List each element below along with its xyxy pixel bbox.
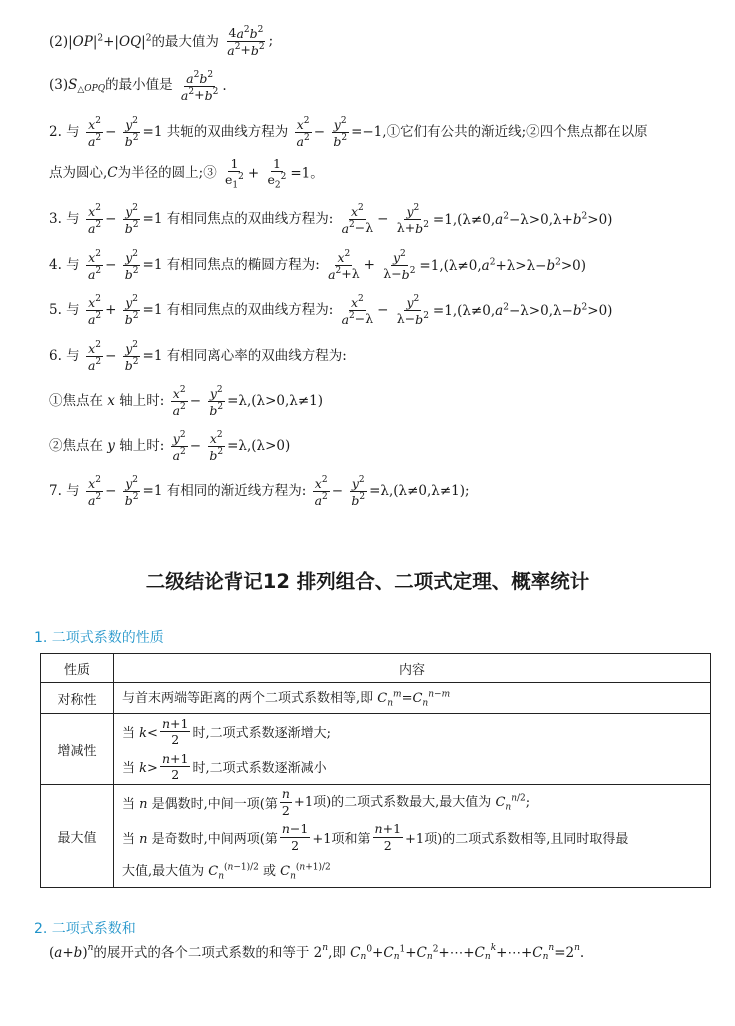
chapter-title: 二级结论背记12 排列组合、二项式定理、概率统计	[145, 570, 590, 593]
item6-line: 6. 与 $\frac{x^2}{a^2}$ − $\frac{y^2}{b^2}$ =1 有相同离心率的双曲线方程为:	[49, 340, 347, 374]
max-op-oq-line: $(2)|OP|^2+|OQ|^2$的最大值为 $\frac{4a^2b^2}{a^2+b^2}$ ;	[49, 25, 274, 59]
binomial-properties-table	[40, 653, 711, 888]
section-1-heading: 1. 二项式系数的性质	[34, 630, 164, 646]
item3-line: 3. 与 $\frac{x^2}{a^2}$ − $\frac{y^2}{b^2}$ =1 有相同焦点的双曲线方程为: $\frac{x^2}{a^2-\lambda}$ − $\frac{y^2}{\lambda+b^2}$ $=1,(\lambda\ne 0,a^2-\lambda>0,\lambda+b^2>0)$	[49, 203, 613, 237]
item7-line: 7. 与 $\frac{x^2}{a^2}$ − $\frac{y^2}{b^2}$ =1 有相同的渐近线方程为: $\frac{x^2}{a^2}$ − $\frac{y^2}{b^2}$ =λ,(λ≠0,λ≠1);	[49, 475, 470, 509]
header-content: 内容	[114, 654, 711, 683]
item6-1-line: ①焦点在 x 轴上时: $\frac{x^2}{a^2}$ − $\frac{y^2}{b^2}$ =λ,(λ>0,λ≠1)	[49, 385, 324, 419]
item6-2-line: ②焦点在 y 轴上时: $\frac{y^2}{a^2}$ − $\frac{x^2}{b^2}$ =λ,(λ>0)	[49, 430, 291, 464]
binomial-sum-line: $(a+b)^n$的展开式的各个二项式系数的和等于 2$^n$,即 $C_n^0+C_n^1+C_n^2+\cdots+C_n^k+\cdots+C_n^n=2^n$.	[49, 943, 585, 963]
item2-line-b: 点为圆心,C为半径的圆上;③ $\frac{1}{e_1^2}$ + $\frac{1}{e_2^2}$ =1。	[49, 156, 324, 191]
item4-line: 4. 与 $\frac{x^2}{a^2}$ − $\frac{y^2}{b^2}$ =1 有相同焦点的椭圆方程为: $\frac{x^2}{a^2+\lambda}$ + $\frac{y^2}{\lambda-b^2}$ $=1,(\lambda\ne 0,a^2+\lambda>\lambda-b^2>0)$	[49, 249, 587, 283]
section-2-heading: 2. 二项式系数和	[34, 921, 136, 937]
item2-line-a: 2. 与 $\frac{x^2}{a^2}$ − $\frac{y^2}{b^2}$ =1 共轭的双曲线方程为 $\frac{x^2}{a^2}$ − $\frac{y^2}{b^2}$ =−1,①它们有公共的渐近线;②四个焦点都在以原	[49, 116, 648, 150]
row-symmetry-label: 对称性	[41, 683, 114, 714]
table-row: 增减性 当 k< $\frac{n+1}{2}$ 时,二项式系数逐渐增大; 当 k> $\frac{n+1}{2}$ 时,二项式系数逐渐减小	[41, 714, 711, 785]
header-property: 性质	[41, 654, 114, 683]
table-row: 对称性 与首末两端等距离的两个二项式系数相等,即 $C_n^m=C_n^{n-m}$	[41, 683, 711, 714]
row-max-label: 最大值	[41, 785, 114, 888]
item5-line: 5. 与 $\frac{x^2}{a^2}$ + $\frac{y^2}{b^2}$ =1 有相同焦点的双曲线方程为: $\frac{x^2}{a^2-\lambda}$ − $\frac{y^2}{\lambda-b^2}$ $=1,(\lambda\ne 0,a^2-\lambda>0,\lambda-b^2>0)$	[49, 294, 613, 328]
table-header-row	[41, 654, 711, 683]
row-monotonic-label: 增减性	[41, 714, 114, 785]
min-area-line: $(3)S_{\triangle OPQ}$的最小值是 $\frac{a^2b^2}{a^2+b^2}$ .	[49, 70, 227, 104]
table-row: 最大值 当 n 是偶数时,中间一项(第 $\frac{n}{2}$ +1项)的二项式系数最大,最大值为 $C_n^{n/2}$; 当 n 是奇数时,中间两项(第 $\frac{n-1}{2}$ +1项和第 $\frac{n+1}{2}$ +1项)的二项式系数相等,且同时取得最 大值,最大值为 $C_n^{(n-1)/2}$ 或 $C_n^{(n+1)/2}$	[41, 785, 711, 888]
